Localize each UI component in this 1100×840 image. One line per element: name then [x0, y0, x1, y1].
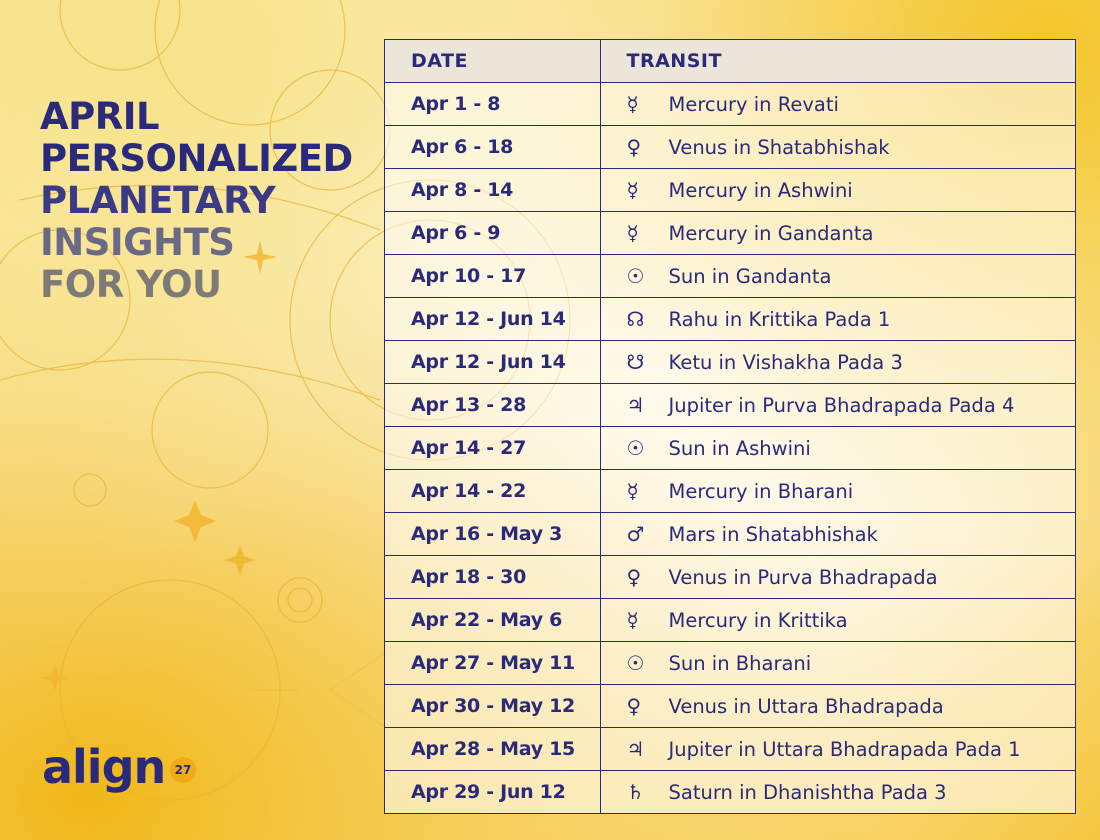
- transit-cell: [600, 126, 1075, 169]
- transit-date: Apr 18 - 30: [385, 556, 600, 599]
- transit-date: Apr 14 - 22: [385, 470, 600, 513]
- transit-date: Apr 6 - 9: [385, 212, 600, 255]
- jupiter-icon: ♃: [626, 393, 645, 417]
- transit-description: Mars in Shatabhishak: [668, 523, 878, 546]
- transit-description: Jupiter in Uttara Bhadrapada Pada 1: [668, 738, 1021, 761]
- transit-description: Jupiter in Purva Bhadrapada Pada 4: [668, 394, 1015, 417]
- brand-logo-badge: 27: [170, 757, 196, 783]
- mercury-icon: ☿: [626, 221, 639, 245]
- transit-cell: [600, 212, 1075, 255]
- transit-cell: [600, 642, 1075, 685]
- transit-date: Apr 14 - 27: [385, 427, 600, 470]
- brand-logo: align: [42, 740, 166, 794]
- table-row: [385, 83, 1075, 126]
- title-line-insights: INSIGHTS: [40, 221, 235, 264]
- transit-description: Sun in Ashwini: [668, 437, 811, 460]
- venus-icon: ♀: [626, 135, 642, 159]
- transit-date: Apr 28 - May 15: [385, 728, 600, 771]
- transit-description: Mercury in Bharani: [668, 480, 854, 503]
- transit-cell: [600, 470, 1075, 513]
- transit-date: Apr 30 - May 12: [385, 685, 600, 728]
- table-row: [385, 556, 1075, 599]
- title-line-planetary: PLANETARY: [40, 179, 276, 222]
- transit-date: Apr 12 - Jun 14: [385, 341, 600, 384]
- transit-description: Venus in Uttara Bhadrapada: [668, 695, 944, 718]
- mercury-icon: ☿: [626, 178, 639, 202]
- transit-description: Mercury in Revati: [668, 93, 839, 116]
- transit-description: Rahu in Krittika Pada 1: [668, 308, 891, 331]
- transit-date: Apr 22 - May 6: [385, 599, 600, 642]
- transit-description: Mercury in Krittika: [668, 609, 848, 632]
- transit-cell: [600, 427, 1075, 470]
- transit-description: Venus in Purva Bhadrapada: [668, 566, 938, 589]
- table-header-row: [385, 40, 1075, 83]
- table-row: [385, 169, 1075, 212]
- table-row: [385, 771, 1075, 814]
- table-row: [385, 599, 1075, 642]
- table-row: [385, 126, 1075, 169]
- transit-date: Apr 16 - May 3: [385, 513, 600, 556]
- rahu-icon: ☊: [626, 307, 645, 331]
- column-header-date: DATE: [385, 40, 600, 83]
- transit-date: Apr 6 - 18: [385, 126, 600, 169]
- transit-description: Sun in Gandanta: [668, 265, 832, 288]
- table-row: [385, 642, 1075, 685]
- venus-icon: ♀: [626, 694, 642, 718]
- title-line-personalized: PERSONALIZED: [40, 137, 353, 180]
- transit-cell: [600, 556, 1075, 599]
- transit-date: Apr 13 - 28: [385, 384, 600, 427]
- transit-date: Apr 10 - 17: [385, 255, 600, 298]
- transit-cell: [600, 169, 1075, 212]
- table-row: [385, 255, 1075, 298]
- column-header-transit: TRANSIT: [600, 40, 1075, 83]
- table-row: [385, 384, 1075, 427]
- table-row: [385, 513, 1075, 556]
- transit-cell: [600, 513, 1075, 556]
- transit-description: Mercury in Ashwini: [668, 179, 853, 202]
- mercury-icon: ☿: [626, 479, 639, 503]
- sun-icon: ☉: [626, 436, 645, 460]
- table-row: [385, 298, 1075, 341]
- table-row: [385, 728, 1075, 771]
- transit-cell: [600, 341, 1075, 384]
- transit-date: Apr 1 - 8: [385, 83, 600, 126]
- transit-date: Apr 8 - 14: [385, 169, 600, 212]
- sun-icon: ☉: [626, 651, 645, 675]
- transit-description: Venus in Shatabhishak: [668, 136, 890, 159]
- title-line-april: APRIL: [40, 95, 160, 138]
- jupiter-icon: ♃: [626, 737, 645, 761]
- transit-cell: [600, 83, 1075, 126]
- mars-icon: ♂: [626, 522, 645, 546]
- transit-description: Mercury in Gandanta: [668, 222, 874, 245]
- transit-date: Apr 27 - May 11: [385, 642, 600, 685]
- sun-icon: ☉: [626, 264, 645, 288]
- transit-cell: [600, 771, 1075, 814]
- transit-date: Apr 12 - Jun 14: [385, 298, 600, 341]
- table-row: [385, 427, 1075, 470]
- transit-description: Sun in Bharani: [668, 652, 812, 675]
- mercury-icon: ☿: [626, 92, 639, 116]
- venus-icon: ♀: [626, 565, 642, 589]
- table-row: [385, 470, 1075, 513]
- transit-table: [384, 39, 1076, 814]
- mercury-icon: ☿: [626, 608, 639, 632]
- page-title: [40, 96, 353, 306]
- transit-cell: [600, 384, 1075, 427]
- transit-cell: [600, 255, 1075, 298]
- transit-cell: [600, 298, 1075, 341]
- transit-description: Ketu in Vishakha Pada 3: [668, 351, 903, 374]
- table-row: [385, 685, 1075, 728]
- transit-description: Saturn in Dhanishtha Pada 3: [668, 781, 947, 804]
- transit-date: Apr 29 - Jun 12: [385, 771, 600, 814]
- ketu-icon: ☋: [626, 350, 645, 374]
- transit-cell: [600, 728, 1075, 771]
- title-line-for-you: FOR YOU: [40, 263, 222, 306]
- table-row: [385, 341, 1075, 384]
- table-row: [385, 212, 1075, 255]
- saturn-icon: ♄: [626, 780, 645, 804]
- transit-cell: [600, 685, 1075, 728]
- transit-cell: [600, 599, 1075, 642]
